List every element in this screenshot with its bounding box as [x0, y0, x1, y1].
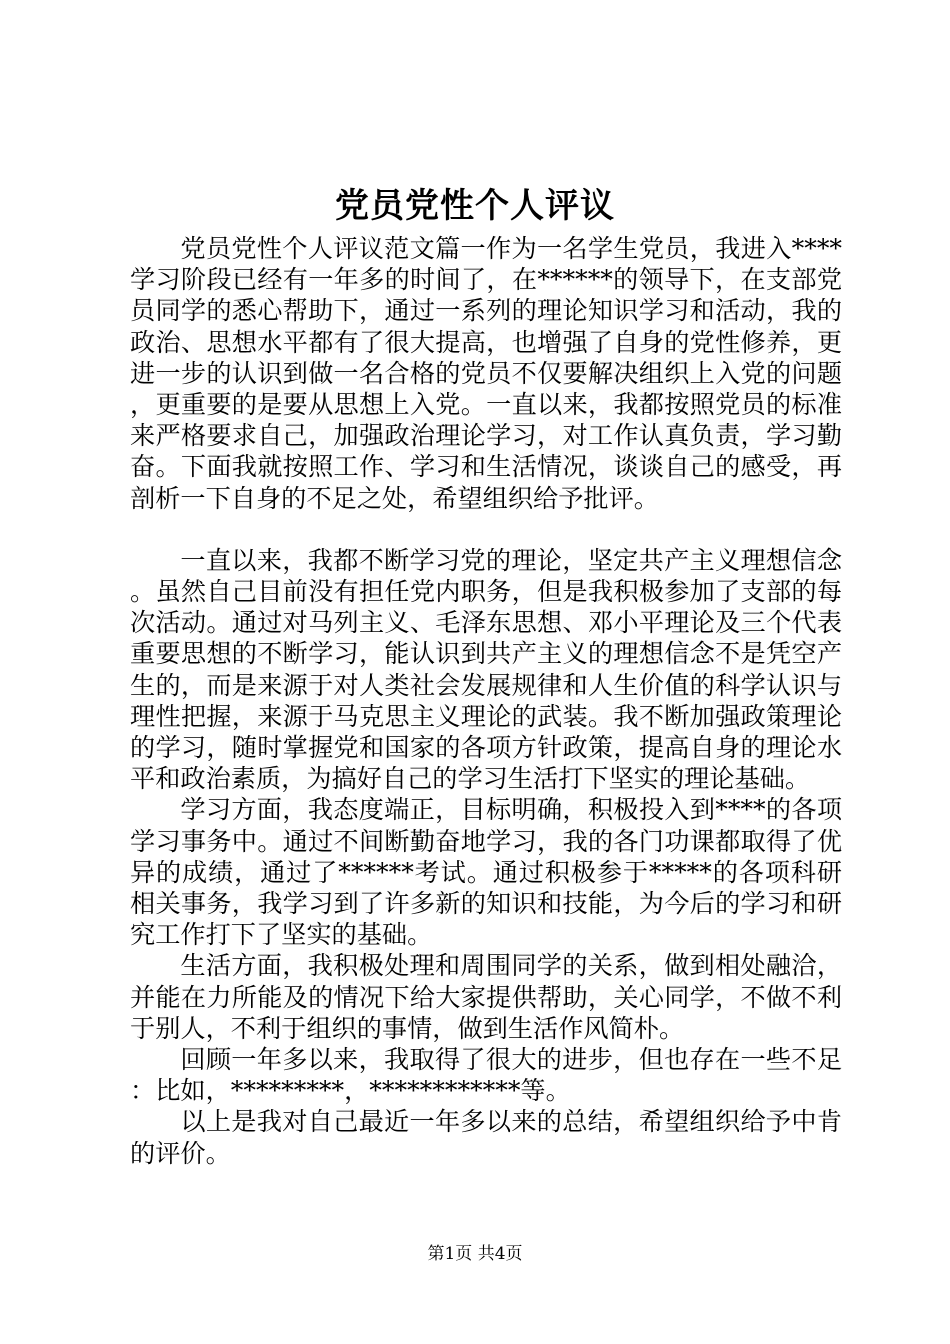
- paragraph-study: 学习方面，我态度端正，目标明确，积极投入到****的各项学习事务中。通过不间断勤奋地学习，我的各门功课都取得了优异的成绩，通过了******考试。通过积极参于*****的各项科研相关事务，我学习到了许多新的知识和技能，为今后的学习和研究工作打下了坚实的基础。: [130, 795, 842, 950]
- paragraph-review: 回顾一年多以来，我取得了很大的进步，但也存在一些不足：比如，*********，************等。: [130, 1045, 842, 1106]
- document-body: [130, 233, 842, 1169]
- paragraph-intro: 党员党性个人评议范文篇一作为一名学生党员，我进入****学习阶段已经有一年多的时间了，在******的领导下，在支部党员同学的悉心帮助下，通过一系列的理论知识学习和活动，我的政治、思想水平都有了很大提高，也增强了自身的党性修养，更进一步的认识到做一名合格的党员不仅要解决组织上入党的问题，更重要的是要从思想上入党。一直以来，我都按照党员的标准来严格要求自己，加强政治理论学习，对工作认真负责，学习勤奋。下面我就按照工作、学习和生活情况，谈谈自己的感受，再剖析一下自身的不足之处，希望组织给予批评。: [130, 234, 842, 513]
- paragraph-conclusion: 以上是我对自己最近一年多以来的总结，希望组织给予中肯的评价。: [130, 1107, 842, 1168]
- page-number: 第1页 共4页: [427, 1244, 523, 1264]
- paragraph-life: 生活方面，我积极处理和周围同学的关系，做到相处融洽，并能在力所能及的情况下给大家提供帮助，关心同学，不做不利于别人，不利于组织的事情，做到生活作风简朴。: [130, 951, 842, 1043]
- paragraph-theory: 一直以来，我都不断学习党的理论，坚定共产主义理想信念。虽然自己目前没有担任党内职务，但是我积极参加了支部的每次活动。通过对马列主义、毛泽东思想、邓小平理论及三个代表重要思想的不断学习，能认识到共产主义的理想信念不是凭空产生的，而是来源于对人类社会发展规律和人生价值的科学认识与理性把握，来源于马克思主义理论的武装。我不断加强政策理论的学习，随时掌握党和国家的各项方针政策，提高自身的理论水平和政治素质，为搞好自己的学习生活打下坚实的理论基础。: [130, 545, 842, 794]
- document-title: 党员党性个人评议: [335, 186, 615, 226]
